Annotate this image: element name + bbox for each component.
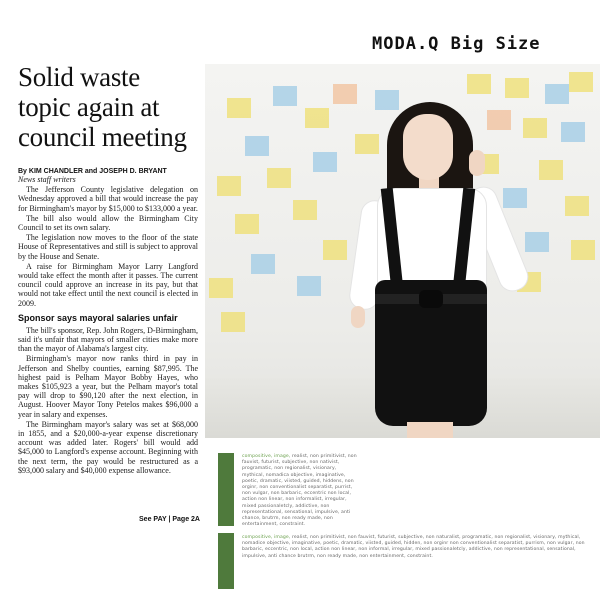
sticky-note: [569, 72, 593, 92]
sticky-note: [293, 200, 317, 220]
see-pay-jump-link[interactable]: See PAY | Page 2A: [139, 516, 200, 523]
article-subhead: Sponsor says mayoral salaries unfair: [18, 312, 178, 323]
sticky-note: [227, 98, 251, 118]
newspaper-article: [18, 62, 198, 476]
sticky-note: [313, 152, 337, 172]
sticky-note: [221, 312, 245, 332]
face: [403, 114, 453, 180]
descriptor-copy-block: [242, 535, 587, 560]
right-hand: [469, 150, 485, 176]
sticky-note: [251, 254, 275, 274]
sticky-note: [297, 276, 321, 296]
sticky-note: [323, 240, 347, 260]
sticky-note: [545, 84, 569, 104]
article-paragraph: Birmingham's mayor now ranks third in pay in Jefferson and Shelby counties, earning $87,995. The highest paid is Pelham Mayor Bobby Hayes, who makes $105,923 a year, but the Pelham mayor's total pay will drop to $90,120 after the next election, in August. Hoover Mayor Tony Petelos makes $96,000 a year in salary and expenses.: [18, 354, 198, 419]
sticky-note: [525, 232, 549, 252]
brand-title: MODA.Q Big Size: [372, 34, 541, 54]
sticky-note: [539, 160, 563, 180]
article-paragraph: The bill's sponsor, Rep. John Rogers, D-Birmingham, said it's unfair that mayors of smaller cities make more than the mayor of Alabama's largest city.: [18, 325, 198, 354]
sticky-note: [571, 240, 595, 260]
sticky-note: [217, 176, 241, 196]
article-byline: By KIM CHANDLER and JOSEPH D. BRYANT: [18, 168, 167, 175]
article-paragraph: The Birmingham mayor's salary was set at $68,000 in 1855, and a $20,000-a-year expense discretionary account was added later. Rogers' bill would add $45,000 to Langford's expense account. Beginning with the next term, the pay would be restructured as a $93,000 salary and $40,000 expense allowance.: [18, 419, 198, 475]
left-hand: [351, 306, 365, 328]
article-paragraph: The bill also would allow the Birmingham City Council to set its own salary.: [18, 213, 198, 233]
descriptor-highlight: compositive, image,: [242, 535, 291, 540]
green-accent-bar: [218, 533, 234, 589]
article-paragraph: The Jefferson County legislative delegation on Wednesday approved a bill that would increase the pay for Birmingham's mayor by $15,000 to $133,000 a year.: [18, 185, 198, 213]
sticky-note: [273, 86, 297, 106]
sticky-note: [305, 108, 329, 128]
model-figure: [345, 84, 525, 438]
article-headline: Solid waste topic again at council meeting: [18, 62, 187, 152]
model-photo: [205, 64, 600, 438]
descriptor-text: realist, non primitivist, non fauvist, futurist, subjective, non nativist, programatic, non regionalist, visionary, mythical, nomadica objective, imaginative, poetic, dramatic, viisted, guided, hiddens, non orginr, non conventionalist separatist, purrist, non vulgar, non barbaric, eccentric non local, action non linear, non informalist, irregular, mixed passionaletcly, addictive, non representational, sensational, impulsive, anti chance, brutrm, non ready made, non entertainment, constraint.: [242, 454, 357, 528]
belt-bow: [419, 290, 443, 308]
sticky-note: [235, 214, 259, 234]
sticky-note: [245, 136, 269, 156]
green-accent-bar: [218, 453, 234, 526]
article-paragraph: A raise for Birmingham Mayor Larry Langford would take effect the month after it passes. The current council could approve an increase in its pay, but that would not take effect until the next council is elected in 2009.: [18, 261, 198, 308]
sticky-note: [209, 278, 233, 298]
descriptor-text: realist, non primitivist, non fauvist, futurist, subjective, non naturalist, programatic, non regionalist, visionary, mythical, nomadice objective, imaginative, poetic, dramatic, viisted, guided, hidden, non orginr non conventionalist separatist, purrism, non vulgar, non barbaric, eccentric, non local, action non linear, non informal, irregular, mixed passionaletcly, addictive, non representational, sensational, impulsive, anti chance brutrm, non ready made, non entertainment, constraint.: [242, 535, 585, 559]
sticky-note: [523, 118, 547, 138]
descriptor-copy-block: [242, 454, 360, 528]
legs: [407, 422, 453, 438]
article-staff-line: News staff writers: [18, 175, 76, 184]
sticky-note: [565, 196, 589, 216]
article-paragraph: The legislation now moves to the floor of the state House of Representatives and still is subject to approval by the House and Senate.: [18, 233, 198, 261]
sticky-note: [267, 168, 291, 188]
sticky-note: [561, 122, 585, 142]
descriptor-highlight: compositive, image,: [242, 454, 291, 459]
